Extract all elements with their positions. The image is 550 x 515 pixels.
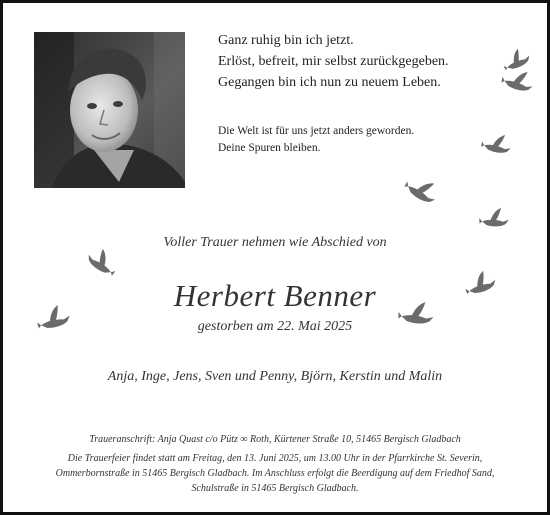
poem-line: Gegangen bin ich nun zu neuem Leben. bbox=[218, 75, 441, 90]
portrait-image bbox=[34, 32, 185, 188]
poem-line: Ganz ruhig bin ich jetzt. bbox=[218, 33, 354, 48]
dove-icon bbox=[477, 127, 516, 166]
deceased-name: Herbert Benner bbox=[173, 278, 377, 313]
dedication-line: Die Welt ist für uns jetzt anders geworden. bbox=[218, 125, 415, 137]
dove-icon bbox=[396, 168, 446, 218]
poem-verse bbox=[218, 30, 528, 93]
death-date: gestorben am 22. Mai 2025 bbox=[197, 319, 353, 334]
mourning-address: Traueranschrift: Anja Quast c/o Pütz ∞ Roth, Kürtener Straße 10, 51465 Bergisch Gladbach bbox=[89, 434, 461, 445]
mourners-list: Anja, Inge, Jens, Sven und Penny, Björn, Kerstin und Malin bbox=[107, 369, 443, 384]
dedication-line: Deine Spuren bleiben. bbox=[218, 142, 321, 154]
portrait-photo bbox=[34, 32, 185, 188]
poem-line: Erlöst, befreit, mir selbst zurückgegeben. bbox=[218, 54, 449, 69]
intro-text: Voller Trauer nehmen wie Abschied von bbox=[163, 235, 387, 250]
service-line: Die Trauerfeier findet statt am Freitag, den 13. Juni 2025, um 13.00 Uhr in der Pfarrkirche St. Severin, bbox=[67, 453, 483, 464]
dove-icon bbox=[478, 204, 513, 239]
service-line: Ommerbornstraße in 51465 Bergisch Gladbach. Im Anschluss erfolgt die Beerdigung auf dem Friedhof Sand, bbox=[55, 468, 495, 479]
dove-icon bbox=[34, 300, 76, 342]
dove-icon bbox=[395, 295, 439, 339]
service-line: Schulstraße in 51465 Bergisch Gladbach. bbox=[191, 483, 359, 494]
funeral-service-info bbox=[23, 451, 527, 496]
